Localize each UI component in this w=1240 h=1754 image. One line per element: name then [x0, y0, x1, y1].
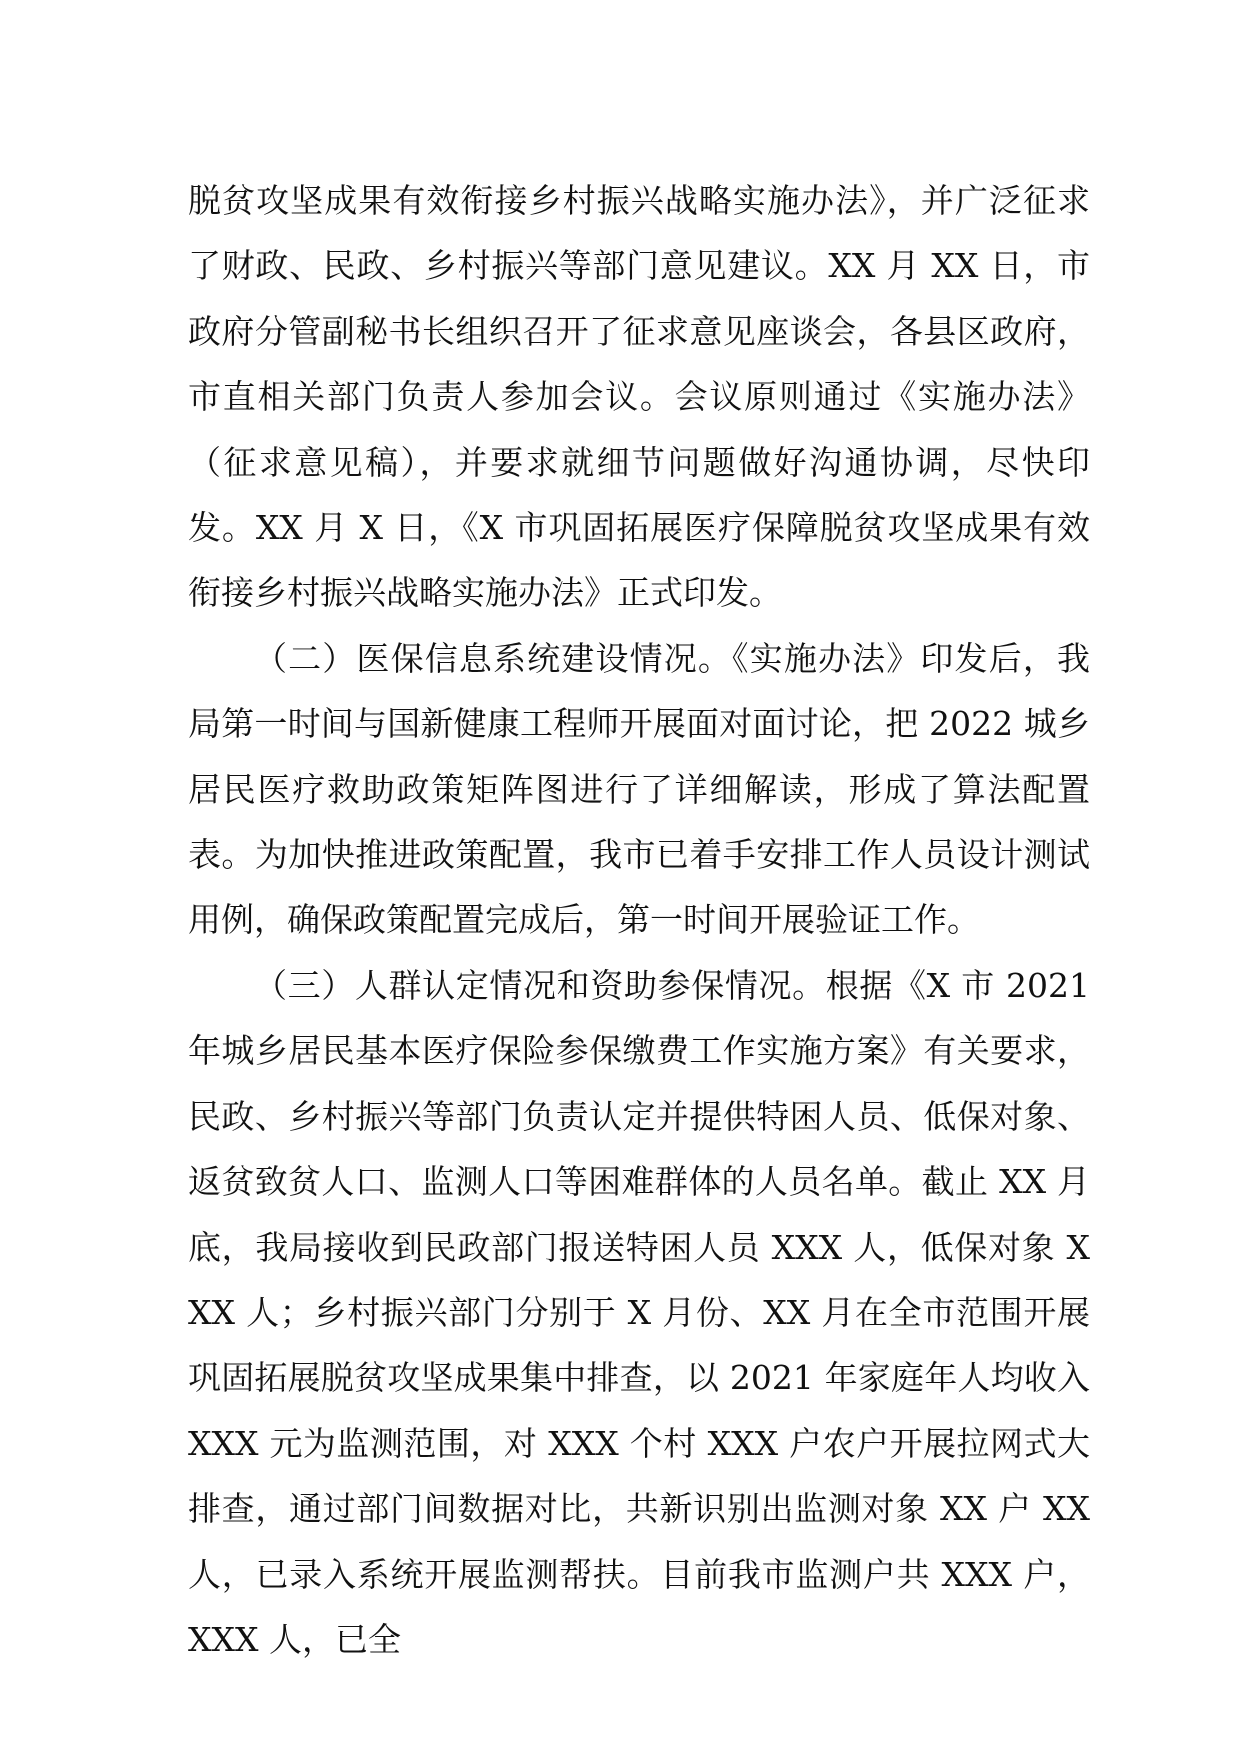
paragraph-section-3: （三）人群认定情况和资助参保情况。根据《X 市 2021 年城乡居民基本医疗保险参保缴费工作实施方案》有关要求，民政、乡村振兴等部门负责认定并提供特困人员、低保对象、返贫致贫人口、监测人口等困难群体的人员名单。截止 XX 月底，我局接收到民政部门报送特困人员 XXX 人，低保对象 XXX 人；乡村振兴部门分别于 X 月份、XX 月在全市范围开展巩固拓展脱贫攻坚成果集中排查，以 2021 年家庭年人均收入 XXX 元为监测范围，对 XXX 个村 XXX 户农户开展拉网式大排查，通过部门间数据对比，共新识别出监测对象 XX 户 XX 人，已录入系统开展监测帮扶。目前我市监测户共 XXX 户，XXX 人，已全	[188, 965, 1090, 1659]
paragraph-section-2: （二）医保信息系统建设情况。《实施办法》印发后，我局第一时间与国新健康工程师开展面对面讨论，把 2022 城乡居民医疗救助政策矩阵图进行了详细解读，形成了算法配置表。为加快推进政策配置，我市已着手安排工作人员设计测试用例，确保政策配置完成后，第一时间开展验证工作。	[188, 638, 1090, 940]
document-body	[188, 168, 1090, 1672]
paragraph-continuation: 脱贫攻坚成果有效衔接乡村振兴战略实施办法》，并广泛征求了财政、民政、乡村振兴等部门意见建议。XX 月 XX 日，市政府分管副秘书长组织召开了征求意见座谈会，各县区政府，市直相关部门负责人参加会议。会议原则通过《实施办法》（征求意见稿），并要求就细节问题做好沟通协调，尽快印发。XX 月 X 日，《X 市巩固拓展医疗保障脱贫攻坚成果有效衔接乡村振兴战略实施办法》正式印发。	[188, 181, 1090, 613]
